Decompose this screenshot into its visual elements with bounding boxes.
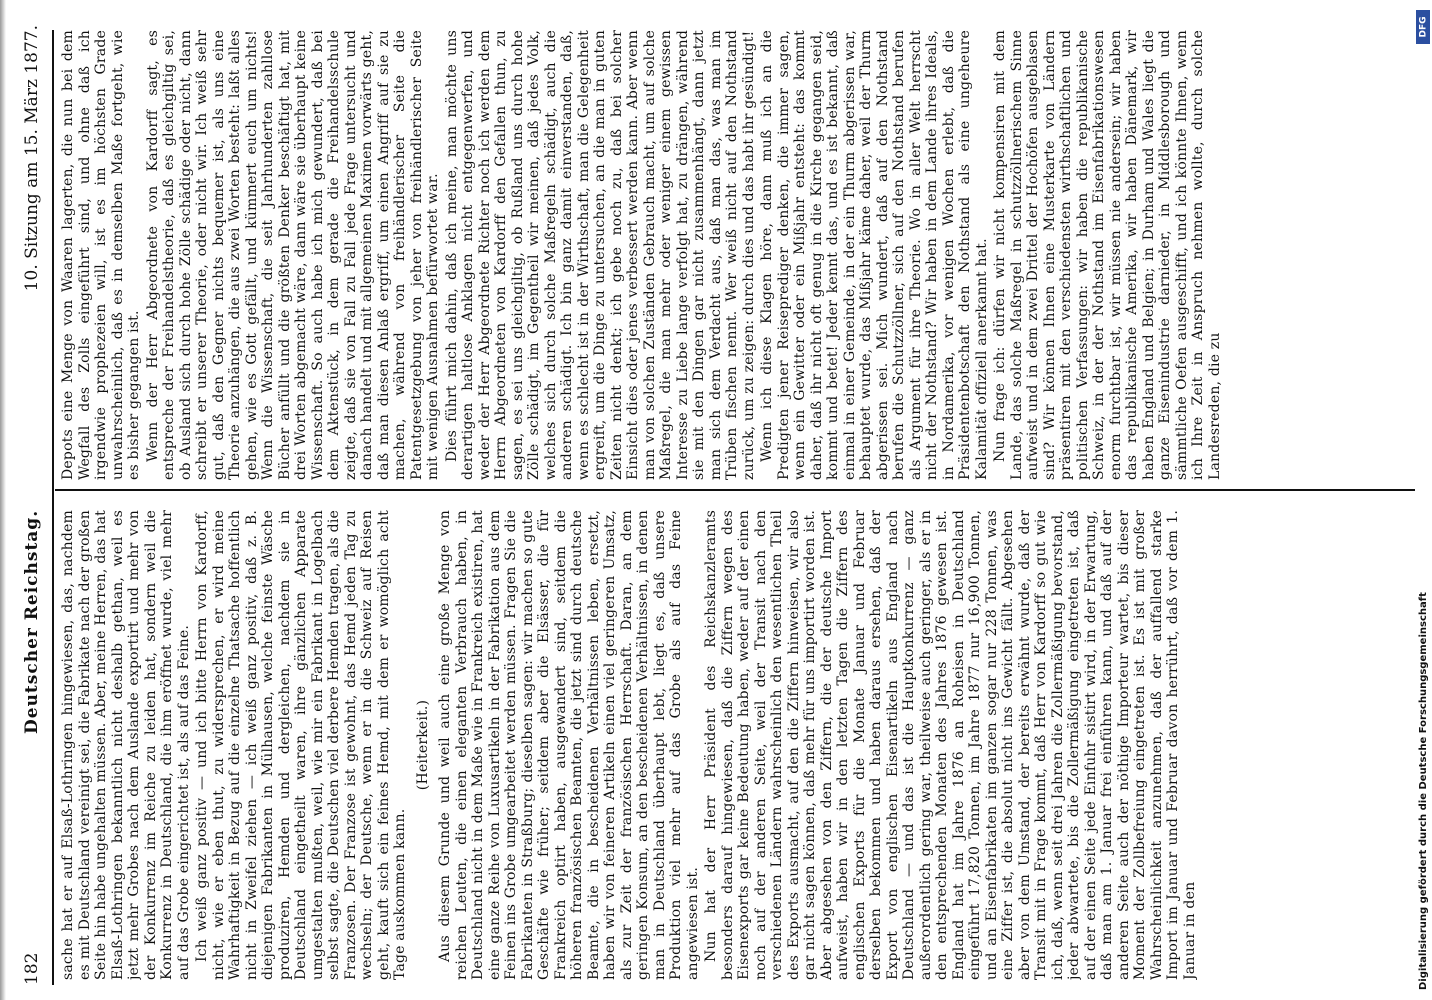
text-column-right bbox=[60, 30, 1360, 480]
page-number: 182 bbox=[22, 952, 42, 985]
header-rule bbox=[52, 30, 54, 985]
session-title: 10. Sitzung am 15. März 1877. bbox=[22, 25, 42, 292]
paragraph: Aus diesem Grunde und weil auch eine große Menge von reichen Leuten, die einen eleganten Verbrauch haben, in Deutschland nicht in dem Maße wie in Frankreich existiren, hat eine ganze Reihe von Luxusartikeln in der Fabrikation aus dem Feinen ins Grobe umgearbeitet werden müssen. Fragen Sie die Fabrikanten in Straßburg; dieselben sagen: wir machen so gute Geschäfte wie früher; seitdem aber die Elsässer, die für Frankreich optirt haben, ausgewandert sind, seitdem die höheren französischen Beamten, die jetzt sind durch deutsche Beamte, die in bescheidenen Verhältnissen leben, ersetzt, haben wir von feineren Artikeln einen viel geringeren Umsatz, als zur Zeit der französischen Herrschaft. Daran, an dem geringen Konsum, an den bescheidenen Verhältnissen, in denen man in Deutschland überhaupt lebt, liegt es, daß unsere Produktion viel mehr auf das Grobe als auf das Feine angewiesen ist. bbox=[437, 510, 701, 980]
scan-edge-shadow bbox=[0, 0, 6, 1000]
paragraph: Wenn ich diese Klagen höre, dann muß ich an die Predigten jener Reiseprediger denken, die immer sagen, wenn ein Gewitter oder ein Mißjahr entsteht: das kommt daher, daß ihr nicht oft genug in die Kirche gegangen seid, kommt und betet! Jeder kennt das, und es ist bekannt, daß einmal in einer Gemeinde, in der ein Thurm abgerissen war, behauptet wurde, das Mißjahr käme daher, weil der Thurm abgerissen sei. Mich wundert, daß auf den Nothstand berufen die Schutzzöllner, sich auf den Nothstand berufen als Argument für ihre Theorie. Wo in aller Welt herrscht nicht der Nothstand? Wir haben in dem Lande ihres Ideals, in Nordamerika, vor wenigen Wochen erlebt, daß die Präsidentenbotschaft den Nothstand als eine ungeheure Kalamität offiziell anerkannt hat. bbox=[759, 30, 990, 480]
text-column-left bbox=[60, 510, 1360, 980]
interjection: (Heiterkeit.) bbox=[414, 699, 431, 791]
paragraph: Dies führt mich dahin, daß ich meine, man möchte uns derartigen haltlose Anklagen nicht entgegenwerfen, und weder der Herr Abgeordnete Richter noch ich werden dem Herrn Abgeordneten von Kardorff den Gefallen thun, zu sagen, es sei uns gleichgiltig, ob Rußland uns durch hohe Zölle schädigt, im Gegentheil wir meinen, daß jedes Volk, welches sich durch solche Maßregeln schädigt, auch die anderen schädigt. Ich bin ganz damit einverstanden, daß, wenn es schlecht ist in der Wirthschaft, man die Gelegenheit ergreift, um die Dinge zu untersuchen, an die man in guten Zeiten nicht denkt; ich gebe noch zu, daß bei solcher Einsicht dies oder jenes verbessert werden kann. Aber wenn man von solchen Zuständen Gebrauch macht, um auf solche Maßregel, die man mehr oder weniger einem gewissen Interesse zu Liebe lange verfolgt hat, zu drängen, während sie mit den Dingen gar nicht zusammenhängt, dann jetzt man sich dem Verdacht aus, daß man das, was man im Trüben fischen nennt. Wer weiß nicht auf den Nothstand zurück, um zu zeigen: durch dies und das habt ihr gesündigt! bbox=[443, 30, 757, 480]
running-title: Deutscher Reichstag. bbox=[22, 509, 42, 734]
paragraph: Depots eine Menge von Waaren lagerten, die nun bei dem Wegfall des Zolls eingeführt sind, und ohne daß ich irgendwie prophezeien will, ist es im höchsten Grade unwahrscheinlich, daß es in demselben Maße fortgeht, wie es bisher gegangen ist. bbox=[60, 30, 142, 480]
paragraph: Nun frage ich: dürfen wir nicht kompensiren mit dem Lande, das solche Maßregel in schutzzöllnerischem Sinne aufweist und in dem zwei Drittel der Hochöfen ausgeblasen sind? Wir können Ihnen eine Musterkarte von Ländern präsentiren mit den verschiedensten wirthschaftlichen und politischen Verfassungen: wir haben die republikanische Schweiz, in der der Nothstand im Eisenfabrikationswesen enorm furchtbar ist, wir müssen nie andersein; wir haben das republikanische Amerika, wir haben Dänemark, wir haben England und Belgien; in Durham und Wales liegt die ganze Eisenindustrie darnieder, in Middlesborough und sämmtliche Oefen ausgeschifft, und ich könnte Ihnen, wenn ich Ihre Zeit in Anspruch nehmen wollte, durch solche Landesreden, die zu bbox=[992, 30, 1223, 480]
paragraph: Nun hat der Herr Präsident des Reichskanzleramts besonders darauf hingewiesen, daß die Ziffern wegen des Eisenexports gar keine Bedeutung haben, weder auf der einen noch auf der anderen Seite, weil der Transit nach den verschiedenen Ländern wahrscheinlich den wesentlichen Theil des Exports ausmacht, auf den die Ziffern hinweisen, wir also gar nicht sagen können, daß mehr für uns importirt worden ist. Aber abgesehen von den Ziffern, die der deutsche Import aufweist, haben wir in den letzten Tagen die Ziffern des englischen Exports für die Monate Januar und Februar derselben bekommen und haben daraus ersehen, daß der Export von englischen Eisenartikeln aus England nach Deutschland — und das ist die Hauptkonkurrenz — ganz außerordentlich gering war, theilweise auch geringer, als er in den entsprechenden Monaten des Jahres 1876 gewesen ist. England hat im Jahre 1876 an Roheisen in Deutschland eingeführt 17,820 Tonnen, im Jahre 1877 nur 16,900 Tonnen, und an Eisenfabrikaten im ganzen sogar nur 228 Tonnen, was eine Ziffer ist, die absolut nicht ins Gewicht fällt. Abgesehen aber von dem Umstand, der bereits erwähnt wurde, daß der Transit mit in Frage kommt, daß Herr von Kardorff so gut wie ich, daß, wenn seit drei Jahren die Zollermäßigung bevorstand, jeder abwartete, bis die Zollermäßigung eingetreten ist, daß auf der einen Seite jede Einfuhr sistirt wird, in der Erwartung, daß man am 1. Januar frei einführen kann, und daß auf der anderen Seite auch der nöthige Importeur wartet, bis dieser Moment der Zollbefreiung eingetreten ist. Es ist mit großer Wahrscheinlichkeit anzunehmen, daß der auffallend starke Import im Januar und Februar davon herrührt, daß vor dem 1. Januar in den bbox=[703, 510, 1198, 980]
digitization-credit: Digitalisierung gefördert durch die Deutsche Forschungsgemeinschaft bbox=[1418, 592, 1429, 990]
dfg-logo-text: DFG bbox=[1418, 16, 1429, 38]
paragraph: Ich weiß ganz positiv — und ich bitte Herrn von Kardorff, nicht, wie er eben thut, zu widersprechen, er wird meine Wahrhaftigkeit in Bezug auf die einzelne Thatsache hoffentlich nicht in Zweifel ziehen — ich weiß ganz positiv, daß z. B. diejenigen Fabrikanten in Mülhausen, welche feinste Wäsche produziren, Hemden und dergleichen, nachdem sie in Deutschland eingetheilt waren, ihre gänzlichen Apparate umgestalten mußten, weil, wie mir ein Fabrikant in Logelbach selbst sagte, die Deutschen viel derbere Hemden tragen, als die Franzosen. Der Franzose ist gewohnt, das Hemd jeden Tag zu wechseln; der Deutsche, wenn er in die Schweiz auf Reisen geht, kauft sich ein feines Hemd, mit dem er womöglich acht Tage auskommen kann. bbox=[194, 510, 408, 980]
column-divider bbox=[55, 489, 1415, 491]
dfg-logo bbox=[1416, 10, 1430, 44]
paragraph: Wenn der Herr Abgeordnete von Kardorff sagt, es entspreche der Freihandelstheorie, daß es gleichgiltig sei, ob Ausland sich durch hohe Zölle schädige oder nicht, dann schreibt er unserer Theorie, oder nicht wir. Ich weiß sehr gut, daß den Gegner nichts bequemer ist, als uns eine Theorie anzuhängen, die aus zwei Worten besteht: laßt alles gehen, wie es Gott gefällt, und kümmert euch um nichts! Wenn die Wissenschaft, die seit Jahrhunderten zahllose Bücher anfüllt und die größten Denker beschäftigt hat, mit drei Worten abgemacht wäre, dann wäre sie überhaupt keine Wissenschaft. So auch habe ich mich gewundert, daß bei dem Aktenstück, in dem gerade die Freihandelsschule zeigte, daß sie von Fall zu Fall jede Frage untersucht und danach handelt und mit allgemeinen Maximen vorwärts geht, daß man diesen Anlaß ergriff, um einen Angriff auf sie zu machen, während von freihändlerischer Seite die Patentgesetzgebung von jeher von freihändlerischer Seite mit wenigen Ausnahmen befürwortet war. bbox=[144, 30, 441, 480]
paragraph: sache hat er auf Elsaß-Lothringen hingewiesen, das, nachdem es mit Deutschland vereinigt sei, die Fabrikate nach der großen Seite hin habe ungehalten müssen. Aber, meine Herren, das hat Elsaß-Lothringen bekanntlich nicht deshalb gethan, weil es jetzt mehr Grobes nach dem Auslande exportirt und mehr von der Konkurrenz im Reiche zu leiden hat, sondern weil die Konkurrenz in Deutschland, die ihm eröffnet wurde, viel mehr auf das Grobe eingerichtet ist, als auf das Feine. bbox=[60, 510, 192, 980]
page-header bbox=[22, 25, 46, 985]
